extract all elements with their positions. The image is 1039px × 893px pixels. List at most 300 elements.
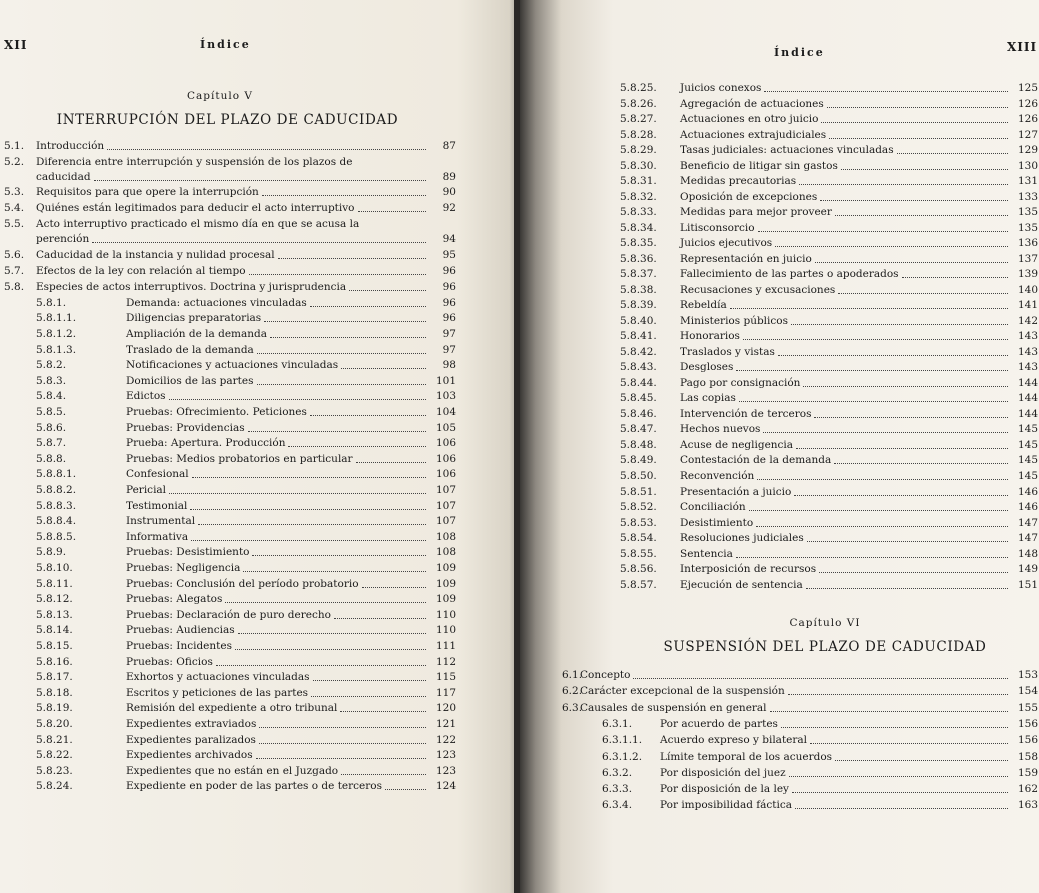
- toc-entry: [4, 156, 456, 184]
- toc-entry-number: 5.8.12.: [36, 593, 73, 606]
- toc-entry: [620, 532, 1038, 545]
- toc-entry-page: 108: [435, 530, 456, 543]
- dot-leader: [264, 321, 426, 322]
- toc-entry-number: 5.8.36.: [620, 252, 657, 265]
- dot-leader: [341, 774, 426, 775]
- toc-entry-title: Pago por consignación: [680, 376, 801, 389]
- toc-entry-title: Por imposibilidad fáctica: [660, 799, 793, 812]
- toc-entry-page: 141: [1017, 299, 1038, 312]
- toc-entry: [620, 470, 1038, 483]
- toc-entry-title: Pruebas: Conclusión del período probatorio: [126, 577, 359, 590]
- dot-leader: [243, 571, 426, 572]
- dot-leader: [770, 711, 1008, 712]
- dot-leader: [633, 678, 1008, 679]
- toc-entry: [4, 202, 456, 215]
- toc-entry: [620, 160, 1038, 173]
- toc-entry-title: Conciliación: [680, 501, 746, 514]
- toc-entry-page: 122: [435, 733, 456, 746]
- toc-entry-number: 5.8.52.: [620, 501, 657, 514]
- toc-entry: [4, 218, 456, 246]
- dot-leader: [775, 246, 1008, 247]
- toc-entry: [620, 284, 1038, 297]
- toc-entry: [4, 734, 456, 747]
- toc-entry: [562, 783, 1038, 796]
- toc-entry-title: Escritos y peticiones de las partes: [126, 686, 309, 699]
- toc-entry-title: Notificaciones y actuaciones vinculadas: [126, 359, 339, 372]
- toc-entry-title: Interposición de recursos: [680, 563, 817, 576]
- dot-leader: [799, 184, 1008, 185]
- dot-leader: [819, 572, 1008, 573]
- chapter-label-vi: Capítulo VI: [789, 617, 861, 629]
- dot-leader: [796, 448, 1008, 449]
- toc-entry: [620, 486, 1038, 499]
- toc-entry-number: 5.8.8.2.: [36, 484, 77, 496]
- toc-entry-number: 5.8.20.: [36, 718, 73, 730]
- toc-entry-page: 143: [1017, 345, 1038, 358]
- toc-entry: [4, 624, 456, 637]
- toc-entry-page: 108: [435, 546, 456, 559]
- dot-leader: [835, 215, 1008, 216]
- toc-entry-page: 121: [435, 718, 456, 730]
- toc-entry: [620, 175, 1038, 188]
- toc-entry-title: Confesional: [126, 468, 189, 481]
- toc-entry-number: 5.8.30.: [620, 159, 657, 172]
- toc-entry: [4, 186, 456, 199]
- toc-entry-number: 5.5.: [4, 218, 25, 231]
- toc-entry-title: Ejecución de sentencia: [680, 578, 803, 591]
- toc-entry: [620, 144, 1038, 157]
- toc-entry: [4, 468, 456, 481]
- toc-entry-title: Diligencias preparatorias: [126, 312, 262, 325]
- dot-leader: [763, 432, 1008, 433]
- toc-entry-number: 5.8.15.: [36, 640, 73, 652]
- toc-entry-page: 101: [435, 374, 456, 387]
- toc-entry: [4, 484, 456, 497]
- toc-entry-title: Sentencia: [680, 547, 733, 560]
- toc-entry: [620, 222, 1038, 235]
- dot-leader: [814, 417, 1008, 418]
- chapter-title-vi: SUSPENSIÓN DEL PLAZO DE CADUCIDAD: [663, 639, 987, 655]
- toc-entry-number: 5.8.56.: [620, 563, 657, 576]
- toc-entry-title: Pruebas: Audiencias: [126, 624, 235, 637]
- toc-entry-title: Ampliación de la demanda: [126, 328, 268, 340]
- toc-entry-title: Informativa: [126, 530, 189, 543]
- toc-entry-title: Actuaciones en otro juicio: [680, 113, 819, 126]
- dot-leader: [257, 353, 426, 354]
- toc-entry-title: Por disposición de la ley: [660, 783, 789, 796]
- dot-leader: [794, 495, 1008, 496]
- toc-entry-page: 107: [435, 515, 456, 528]
- dot-leader: [764, 91, 1008, 92]
- toc-entry-title: Rebeldía: [680, 299, 727, 312]
- toc-entry: [562, 734, 1038, 747]
- toc-entry-title: Diferencia entre interrupción y suspensión de los plazos de: [36, 156, 353, 168]
- dot-leader: [821, 122, 1008, 123]
- toc-entry-page: 109: [435, 593, 456, 606]
- toc-entry: [620, 517, 1038, 530]
- toc-entry-title: Acto interruptivo practicado el mismo día en que se acusa la: [36, 218, 360, 231]
- toc-entry: [4, 453, 456, 466]
- toc-entry-title: Traslados y vistas: [680, 345, 775, 358]
- toc-entry-number: 5.8.46.: [620, 407, 657, 420]
- toc-entry-title: Honorarios: [680, 330, 740, 343]
- toc-entry-page: 112: [435, 655, 456, 668]
- toc-entry-title: Medidas para mejor proveer: [680, 206, 832, 219]
- toc-entry-number: 5.8.50.: [620, 470, 657, 482]
- toc-entry-title: Introducción: [36, 140, 105, 152]
- toc-entry-title: Pruebas: Oficios: [126, 655, 213, 668]
- toc-entry-page: 97: [442, 343, 456, 356]
- toc-entry-title: Tasas judiciales: actuaciones vinculadas: [680, 144, 894, 157]
- toc-entry-page: 115: [435, 671, 456, 684]
- toc-entry: [620, 82, 1038, 95]
- toc-entry: [620, 501, 1038, 514]
- toc-entry-title: Pruebas: Negligencia: [126, 562, 241, 574]
- toc-entry-page: 103: [435, 390, 456, 403]
- toc-entry-title: Representación en juicio: [680, 252, 812, 265]
- dot-leader: [311, 696, 426, 697]
- dot-leader: [829, 138, 1008, 139]
- dot-leader: [820, 200, 1008, 201]
- toc-entry: [4, 718, 456, 731]
- dot-leader: [778, 355, 1008, 356]
- toc-entry-page: 96: [442, 296, 456, 309]
- toc-entry-page: 144: [1017, 407, 1038, 420]
- dot-leader: [810, 743, 1008, 744]
- toc-entry-page: 90: [442, 186, 456, 199]
- toc-entry-title: Expedientes archivados: [126, 749, 253, 762]
- toc-entry-title: Límite temporal de los acuerdos: [660, 750, 833, 763]
- toc-entry-number: 5.8.14.: [36, 624, 73, 637]
- toc-entry: [562, 799, 1038, 812]
- toc-entry-page: 147: [1017, 516, 1038, 529]
- toc-entry-number: 5.8.22.: [36, 749, 73, 762]
- toc-entry-number: 5.8.1.: [36, 296, 67, 309]
- toc-entry: [4, 500, 456, 513]
- toc-entry: [620, 361, 1038, 374]
- dot-leader: [259, 743, 426, 744]
- dot-leader: [736, 370, 1008, 371]
- toc-entry-page: 133: [1017, 190, 1038, 203]
- dot-leader: [225, 602, 426, 603]
- dot-leader: [310, 415, 426, 416]
- toc-entry-title: Presentación a juicio: [680, 485, 792, 498]
- toc-entry-page: 94: [442, 232, 456, 245]
- toc-entry-number: 5.8.8.5.: [36, 530, 77, 543]
- toc-entry: [620, 454, 1038, 467]
- toc-entry-number: 5.8.53.: [620, 516, 657, 529]
- dot-leader: [107, 149, 426, 150]
- toc-entry-page: 123: [435, 764, 456, 777]
- toc-entry: [4, 687, 456, 700]
- toc-entry: [620, 548, 1038, 561]
- toc-entry-number: 5.8.26.: [620, 97, 657, 110]
- toc-entry: [4, 546, 456, 559]
- toc-entry: [4, 249, 456, 262]
- toc-entry-page: 109: [435, 577, 456, 590]
- toc-entry-number: 6.3.4.: [602, 799, 633, 812]
- toc-entry-title: Litisconsorcio: [680, 221, 755, 234]
- toc-entry-page: 163: [1017, 799, 1038, 812]
- toc-entry-page: 106: [435, 452, 456, 465]
- toc-entry: [620, 377, 1038, 390]
- toc-entry-title: Remisión del expediente a otro tribunal: [126, 702, 338, 715]
- toc-entry-page: 145: [1017, 423, 1038, 436]
- toc-entry-number: 5.8.6.: [36, 421, 67, 434]
- toc-entry-page: 135: [1017, 221, 1038, 234]
- toc-entry-title: Juicios conexos: [680, 82, 762, 94]
- toc-entry-number: 5.8.17.: [36, 671, 73, 684]
- toc-entry-page: 96: [442, 312, 456, 325]
- toc-entry: [620, 237, 1038, 250]
- toc-entry: [4, 780, 456, 793]
- toc-entry-number: 5.8.55.: [620, 547, 657, 560]
- toc-entry: [4, 375, 456, 388]
- dot-leader: [259, 727, 426, 728]
- toc-entry-title: Efectos de la ley con relación al tiempo: [36, 264, 246, 277]
- toc-entry-number: 5.8.8.3.: [36, 499, 77, 512]
- toc-entry-title: Pruebas: Alegatos: [126, 593, 223, 606]
- toc-entry: [620, 129, 1038, 142]
- toc-entry: [620, 299, 1038, 312]
- dot-leader: [198, 524, 426, 525]
- toc-entry-page: 146: [1017, 501, 1038, 514]
- toc-entry: [620, 253, 1038, 266]
- dot-leader: [815, 262, 1008, 263]
- toc-entry-number: 5.8.32.: [620, 190, 657, 203]
- toc-entry-number: 5.8.42.: [620, 345, 657, 358]
- dot-leader: [827, 107, 1008, 108]
- toc-entry-page: 110: [435, 624, 456, 637]
- dot-leader: [216, 665, 426, 666]
- toc-entry-number: 5.8.1.1.: [36, 312, 77, 325]
- toc-entry-number: 5.8.: [4, 280, 25, 293]
- toc-entry-number: 5.8.34.: [620, 221, 657, 234]
- toc-entry-number: 5.8.18.: [36, 686, 73, 699]
- toc-entry-page: 105: [435, 421, 456, 434]
- toc-entry-title: Traslado de la demanda: [126, 343, 254, 356]
- toc-entry-number: 5.8.43.: [620, 361, 657, 374]
- toc-entry-number: 5.8.3.: [36, 374, 67, 387]
- toc-entry-number: 5.3.: [4, 186, 25, 199]
- toc-entry: [562, 767, 1038, 780]
- toc-entry-page: 117: [435, 686, 456, 699]
- toc-entry-page: 154: [1017, 685, 1038, 698]
- toc-entry-page: 159: [1017, 766, 1038, 779]
- toc-entry-page: 137: [1017, 252, 1038, 265]
- toc-entry-number: 5.8.1.2.: [36, 328, 77, 340]
- dot-leader: [288, 446, 426, 447]
- toc-entry-number: 6.3.: [562, 701, 583, 714]
- toc-entry-title: Requisitos para que opere la interrupción: [36, 186, 259, 199]
- toc-entry-number: 5.8.24.: [36, 780, 73, 793]
- toc-entry-title: Recusaciones y excusaciones: [680, 283, 836, 296]
- toc-entry-title: Testimonial: [126, 499, 188, 512]
- toc-entry-title: Expediente en poder de las partes o de terceros: [126, 780, 382, 793]
- toc-entry-title: Instrumental: [126, 515, 196, 528]
- toc-entry-page: 98: [442, 359, 456, 372]
- toc-entry: [562, 751, 1038, 764]
- dot-leader: [736, 557, 1008, 558]
- toc-entry: [620, 392, 1038, 405]
- toc-entry-number: 5.8.41.: [620, 330, 657, 343]
- toc-entry: [4, 140, 456, 153]
- toc-entry: [620, 206, 1038, 219]
- dot-leader: [257, 384, 427, 385]
- dot-leader: [235, 649, 426, 650]
- toc-entry: [4, 359, 456, 372]
- toc-entry: [4, 765, 456, 778]
- toc-entry-number: 5.8.40.: [620, 314, 657, 327]
- toc-entry-title: Expedientes paralizados: [126, 733, 256, 746]
- toc-entry: [4, 281, 456, 294]
- toc-entry-number: 5.8.7.: [36, 437, 67, 450]
- toc-entry-number: 5.8.51.: [620, 485, 657, 498]
- dot-leader: [806, 588, 1008, 589]
- dot-leader: [349, 290, 426, 291]
- toc-entry-page: 144: [1017, 376, 1038, 389]
- toc-entry: [4, 422, 456, 435]
- toc-entry-number: 5.8.9.: [36, 546, 67, 559]
- dot-leader: [356, 462, 426, 463]
- dot-leader: [252, 555, 426, 556]
- toc-entry-number: 5.8.31.: [620, 175, 657, 188]
- toc-entry-page: 151: [1017, 578, 1038, 591]
- toc-entry-title: Las copias: [680, 392, 736, 405]
- toc-entry: [4, 531, 456, 544]
- toc-entry-number: 6.3.2.: [602, 766, 633, 779]
- toc-entry: [620, 113, 1038, 126]
- toc-entry-page: 106: [435, 437, 456, 450]
- toc-entry: [620, 408, 1038, 421]
- toc-entry-title: Causales de suspensión en general: [580, 701, 767, 714]
- toc-entry-number: 5.8.8.4.: [36, 515, 77, 528]
- dot-leader: [92, 242, 426, 243]
- toc-entry: [620, 563, 1038, 576]
- toc-entry-number: 5.8.28.: [620, 128, 657, 141]
- toc-entry: [4, 297, 456, 310]
- toc-entry-number: 5.8.29.: [620, 144, 657, 157]
- toc-entry-page: 110: [435, 608, 456, 621]
- dot-leader: [730, 308, 1008, 309]
- toc-entry-title: Pruebas: Desistimiento: [126, 546, 250, 559]
- toc-entry: [4, 406, 456, 419]
- toc-entry-page: 136: [1017, 237, 1038, 250]
- toc-entry-title: Intervención de terceros: [680, 407, 812, 420]
- toc-entry: [620, 330, 1038, 343]
- toc-entry-page: 107: [435, 484, 456, 496]
- toc-entry-page: 131: [1017, 175, 1038, 188]
- toc-entry-title: Pruebas: Medios probatorios en particular: [126, 452, 353, 465]
- toc-entry-page: 145: [1017, 470, 1038, 482]
- toc-entry-title: Contestación de la demanda: [680, 454, 832, 467]
- dot-leader: [781, 727, 1008, 728]
- dot-leader: [238, 633, 426, 634]
- toc-entry-number: 5.8.27.: [620, 113, 657, 126]
- toc-entry-number: 5.8.45.: [620, 392, 657, 405]
- toc-entry-page: 129: [1017, 144, 1038, 157]
- dot-leader: [739, 401, 1008, 402]
- toc-entry-number: 5.1.: [4, 140, 25, 152]
- running-head-right: Índice: [774, 46, 825, 59]
- dot-leader: [278, 258, 426, 259]
- dot-leader: [340, 711, 426, 712]
- toc-entry-page: 96: [442, 264, 456, 277]
- toc-entry-title: Demanda: actuaciones vinculadas: [126, 296, 307, 309]
- toc-entry-title: Carácter excepcional de la suspensión: [580, 685, 785, 698]
- dot-leader: [310, 306, 426, 307]
- toc-entry-title: Medidas precautorias: [680, 175, 797, 188]
- dot-leader: [190, 509, 426, 510]
- dot-leader: [385, 789, 426, 790]
- toc-entry: [4, 515, 456, 528]
- dot-leader: [758, 231, 1008, 232]
- toc-entry-page: 123: [435, 749, 456, 762]
- toc-entry-title: Expedientes que no están en el Juzgado: [126, 764, 339, 777]
- toc-entry: [4, 671, 456, 684]
- dot-leader: [756, 526, 1008, 527]
- toc-entry-title: Pruebas: Providencias: [126, 421, 245, 434]
- toc-entry-page: 158: [1017, 750, 1038, 763]
- toc-entry-title: Desistimiento: [680, 516, 754, 529]
- toc-entry-page: 109: [435, 562, 456, 574]
- dot-leader: [256, 758, 426, 759]
- toc-entry-number: 5.8.11.: [36, 577, 73, 590]
- toc-entry-page: 143: [1017, 330, 1038, 343]
- toc-entry: [4, 609, 456, 622]
- toc-entry-number: 5.8.47.: [620, 423, 657, 436]
- right-page: [520, 0, 1039, 893]
- toc-entry-number: 5.8.23.: [36, 764, 73, 777]
- toc-entry-page: 107: [435, 499, 456, 512]
- toc-entry-number: 5.8.19.: [36, 702, 73, 715]
- toc-entry-title: Acuerdo expreso y bilateral: [660, 734, 808, 747]
- toc-entry-page: 140: [1017, 283, 1038, 296]
- toc-entry-page: 147: [1017, 532, 1038, 545]
- toc-entry-number: 5.4.: [4, 202, 25, 215]
- toc-entry-page: 111: [435, 640, 456, 652]
- toc-entry-title: Quiénes están legitimados para deducir el acto interruptivo: [36, 202, 355, 215]
- toc-entry-title: Por disposición del juez: [660, 766, 786, 779]
- toc-entry: [562, 669, 1038, 682]
- toc-entry-title: Pruebas: Declaración de puro derecho: [126, 608, 331, 621]
- toc-entry-page: 127: [1017, 128, 1038, 141]
- dot-leader: [169, 399, 426, 400]
- toc-entry-page: 89: [442, 170, 456, 183]
- toc-entry-number: 6.3.1.: [602, 717, 633, 730]
- toc-entry-page: 87: [442, 140, 456, 152]
- toc-entry-page: 106: [435, 468, 456, 481]
- toc-entry-title: Oposición de excepciones: [680, 190, 818, 203]
- toc-entry-number: 6.3.1.2.: [602, 750, 643, 763]
- toc-entry-page: 126: [1017, 97, 1038, 110]
- toc-entry-page: 142: [1017, 314, 1038, 327]
- toc-entry-number: 5.8.48.: [620, 438, 657, 451]
- toc-entry-number: 5.8.35.: [620, 237, 657, 250]
- toc-entry-number: 5.8.8.1.: [36, 468, 77, 481]
- toc-entry: [620, 439, 1038, 452]
- toc-entry-number: 6.2.: [562, 685, 583, 698]
- toc-entry-number: 6.3.3.: [602, 783, 633, 796]
- dot-leader: [902, 277, 1008, 278]
- page-number-right: XIII: [1007, 40, 1038, 54]
- dot-leader: [841, 169, 1008, 170]
- toc-entry-number: 5.7.: [4, 264, 25, 277]
- toc-entry-title: Pericial: [126, 484, 167, 496]
- toc-entry-page: 155: [1017, 701, 1038, 714]
- toc-entry: [4, 265, 456, 278]
- toc-entry: [4, 312, 456, 325]
